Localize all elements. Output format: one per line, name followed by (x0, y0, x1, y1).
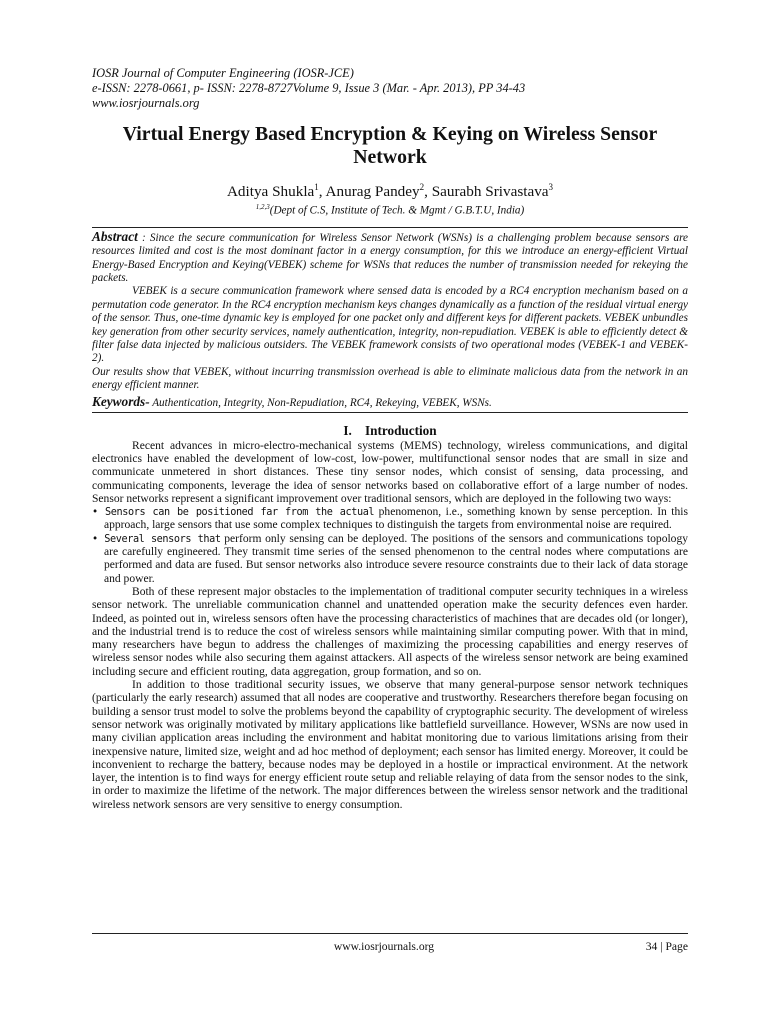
abstract-paragraph-2: VEBEK is a secure communication framework where sensed data is encoded by a RC4 encryption mechanism based on a permutation code generator. In the RC4 encryption mechanism keys changes dynamically as a function of the residual virtual energy of the sensor. Thus, one-time dynamic key is employed for one packet only and different keys for different packets. VEBEK unbundles key generation from other security services, namely authentication, integrity, non-repudiation. VEBEK is able to efficiently detect & filter false data injected by malicious outsiders. The VEBEK framework consists of two operational modes (VEBEK-1 and VEBEK-2). (92, 285, 688, 365)
footer-rule (92, 933, 688, 934)
intro-paragraph-1: Recent advances in micro-electro-mechanical systems (MEMS) technology, wireless communications, and digital electronics have enabled the development of low-cost, low-power, multifunctional sensor nodes that are small in size and communicate unmetered in short distances. These tiny sensor nodes, which consist of sensing, data processing, and communicating components, leverage the idea of sensor networks based on collaborative effort of a large number of nodes. Sensor networks represent a significant improvement over traditional sensors, which are deployed in the following two ways: (92, 439, 688, 505)
footer-website[interactable]: www.iosrjournals.org (333, 940, 435, 953)
abstract-paragraph-1: : Since the secure communication for Wireless Sensor Network (WSNs) is a challenging problem because sensors are resources limited and cost is the most dominant factor in a energy consumption, for this we introduce an energy-efficient Virtual Energy-Based Encryption and Keying(VEBEK) scheme for WSNs that reduces the number of transmission needed for rekeying the packets. (92, 231, 688, 285)
bullet-lead: • Sensors can be positioned far from the actual (92, 507, 375, 519)
bullet-item (92, 533, 688, 586)
keywords-text: Authentication, Integrity, Non-Repudiation, RC4, Rekeying, VEBEK, WSNs. (149, 396, 492, 409)
author-sup: 1 (314, 182, 319, 192)
author-sep: , (424, 183, 432, 201)
bullet-lead: • Several sensors that (92, 533, 221, 545)
abstract-paragraph-3: Our results show that VEBEK, without incurring transmission overhead is able to eliminate malicious data from the network in an energy efficient manner. (92, 365, 688, 392)
author-name: Saurabh Srivastava (431, 183, 549, 201)
author-sup: 3 (548, 182, 554, 192)
journal-issn: e-ISSN: 2278-0661, p- ISSN: 2278-8727Volume 9, Issue 3 (Mar. - Apr. 2013), PP 34-43 (92, 81, 526, 95)
keywords (92, 394, 688, 411)
affiliation-sup: 1,2,3 (255, 203, 270, 212)
intro-paragraph-3: In addition to those traditional security issues, we observe that many general-purpose sensor network techniques (particularly the early research) assumed that all nodes are cooperative and trustworthy. Researchers therefore began focusing on building a sensor trust model to solve the problems beyond the capability of cryptographic security. The development of wireless sensor network was originally motivated by military applications like battlefield surveillance. However, WSNs are now used in many civilian application areas including the environment and habitat monitoring due to various limitations arising from their inexpensive nature, limited size, weight and ad hoc method of deployment; each sensor has limited energy. Moreover, it could be inconvenient to recharge the battery, because nodes may be deployed in a hostile or impractical environment. At the network layer, the intention is to find ways for energy efficient route setup and reliable relaying of data from the sensor nodes to the sink, in order to maximize the lifetime of the network. The major differences between the wireless sensor network and the traditional wireless network sensors are very sensitive to energy consumption. (92, 679, 688, 811)
bullet-item (92, 506, 688, 533)
keywords-label: Keywords- (92, 393, 150, 409)
page-number: 34 | Page (645, 940, 688, 953)
journal-header (92, 66, 688, 111)
abstract (92, 228, 688, 393)
journal-website: www.iosrjournals.org (92, 96, 200, 110)
section-number: I. (343, 422, 352, 438)
intro-paragraph-2: Both of these represent major obstacles to the implementation of traditional computer security techniques in a wireless sensor network. The unreliable communication channel and unattended operation make the security defences even harder. Indeed, as pointed out in, wireless sensors often have the processing characteristics of machines that are decades old (or longer), and the industrial trend is to reduce the cost of wireless sensors while maintaining similar computing power. With that in mind, many researchers have begun to address the challenges of maximizing the processing capabilities and energy reserves of wireless sensor nodes while also securing them against attackers. All aspects of the wireless sensor network are being examined including secure and efficient routing, data aggregation, group formation, and so on. (92, 585, 688, 678)
journal-name: IOSR Journal of Computer Engineering (IOSR-JCE) (92, 66, 354, 80)
section-heading (92, 423, 688, 439)
author-sep: , (318, 183, 326, 201)
author-name: Anurag Pandey (325, 183, 420, 201)
section-title: Introduction (365, 422, 437, 438)
affiliation (92, 201, 688, 218)
bullet-text: phenomenon, i.e., something known by sense perception. In this approach, large sensors that use some complex techniques to distinguish the targets from environmental noise are required. (104, 506, 688, 532)
paper-title: Virtual Energy Based Encryption & Keying on Wireless Sensor Network (122, 123, 658, 168)
author-sup: 2 (419, 182, 425, 192)
abstract-bottom-rule (92, 412, 688, 413)
bullet-text: perform only sensing can be deployed. The positions of the sensors and communications topology are carefully engineered. They transmit time series of the sensed phenomenon to the central nodes where computations are performed and data are fused. But sensor networks also introduce severe resource constraints due to their lack of data storage and power. (104, 532, 688, 585)
author-name: Aditya Shukla (226, 183, 315, 201)
introduction-body (92, 440, 688, 812)
affiliation-text: (Dept of C.S, Institute of Tech. & Mgmt / G.B.T.U, India) (269, 204, 525, 217)
abstract-label: Abstract (92, 228, 138, 244)
author-list (92, 178, 688, 201)
